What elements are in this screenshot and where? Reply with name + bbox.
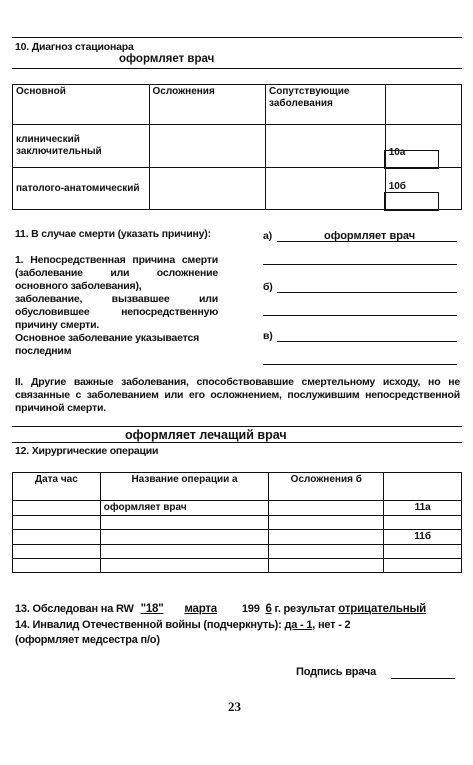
table-row [13,545,462,559]
op-cell [13,501,101,516]
op-name-cell [100,530,269,545]
op-cell [13,545,101,559]
op-header-complications: Осложнения б [269,473,384,501]
section11-p2: заболевание, вызвавшее или обусловившее непосредственную причину смерти. [15,293,218,331]
row-patho-main [149,168,266,210]
rw-day: "18" [140,603,164,615]
op-code-cell [384,545,462,559]
row-clinical-label: клинический заключительный [13,125,150,168]
cause-a-label: а) [263,230,272,242]
row-clinical-main [149,125,266,168]
op-cell [13,516,101,530]
cause-a-value: оформляет врач [324,230,416,242]
cause-line-2 [263,264,457,265]
invalid-prefix: 14. Инвалид Отечественной войны (подчеркнуть): [15,619,282,631]
row-patho-label: патолого-анатомический [13,168,150,210]
invalid-no: , нет - 2 [312,619,351,631]
cause-b-line [277,292,457,293]
cause-line-4 [263,315,457,316]
cause-v-line [277,341,457,342]
rw-year-suffix: г. результат [274,603,336,615]
section-ii-text: II. Другие важные заболевания, способствовавшие смертельному исходу, но не связанные с заболеванием или его осложнением, послужившим непосредственной причиной смерти. [15,376,460,414]
header-code [385,85,461,125]
section10-title: 10. Диагноз стационара [15,41,134,53]
op-cell [269,545,384,559]
op-cell [269,501,384,516]
section-ii-filled-by: оформляет лечащий врач [125,428,287,442]
op-code-cell: 11а [384,501,462,516]
cause-line-6 [263,364,457,365]
header-comorbid: Сопутствующие заболевания [266,85,386,125]
cause-v-label: в) [263,330,273,342]
section11-p1: 1. Непосредственная причина смерти (заболевание или осложнение основного заболевания), [15,254,218,292]
section-ii-rule-2 [12,442,462,443]
row-patho-comorbid [266,168,386,210]
section12-title: 12. Хирургические операции [15,445,159,457]
header-complications: Осложнения [149,85,266,125]
rw-result: отрицательный [338,603,426,615]
invalid-yes: да - 1 [284,619,313,631]
table-row [13,501,462,516]
op-header-date: Дата час [13,473,101,501]
page-number: 23 [228,699,241,714]
row-patho-code: 10б [388,181,406,192]
op-header-code [384,473,462,501]
op-header-name: Название операции а [100,473,269,501]
rw-month: марта [184,603,217,615]
cause-a-line [277,241,457,242]
section10-rule [12,68,462,69]
section14-note: (оформляет медсестра п/о) [15,634,160,646]
top-rule [12,37,462,38]
op-code-cell [384,559,462,573]
row-clinical-comorbid [266,125,386,168]
table-row [13,559,462,573]
rw-year-digit: 6 [265,603,272,615]
op-cell [13,559,101,573]
op-cell [269,559,384,573]
table-row [13,516,462,530]
op-code-cell: 11б [384,530,462,545]
op-cell [13,530,101,545]
op-name-cell: оформляет врач [100,501,269,516]
rw-prefix: 13. Обследован на RW [15,603,134,615]
cause-b-label: б) [263,281,273,293]
section11-p3: Основное заболевание указывается последним [15,332,200,357]
op-code-cell [384,516,462,530]
code-box-10b [384,192,439,211]
section14 [15,619,350,632]
code-box-10a [384,150,439,169]
op-name-cell [100,516,269,530]
op-cell [269,530,384,545]
op-name-cell [100,545,269,559]
operations-table [12,472,462,573]
section10-filled-by: оформляет врач [119,53,215,65]
section13 [15,603,426,616]
op-name-cell [100,559,269,573]
signature-line [391,678,455,679]
row-clinical-code: 10а [388,147,406,158]
signature-label: Подпись врача [296,666,377,678]
header-main: Основной [13,85,150,125]
section11-title: 11. В случае смерти (указать причину): [15,228,211,240]
table-row [13,530,462,545]
op-cell [269,516,384,530]
rw-year-prefix: 199 [241,603,260,615]
section-ii-rule-1 [12,426,462,427]
